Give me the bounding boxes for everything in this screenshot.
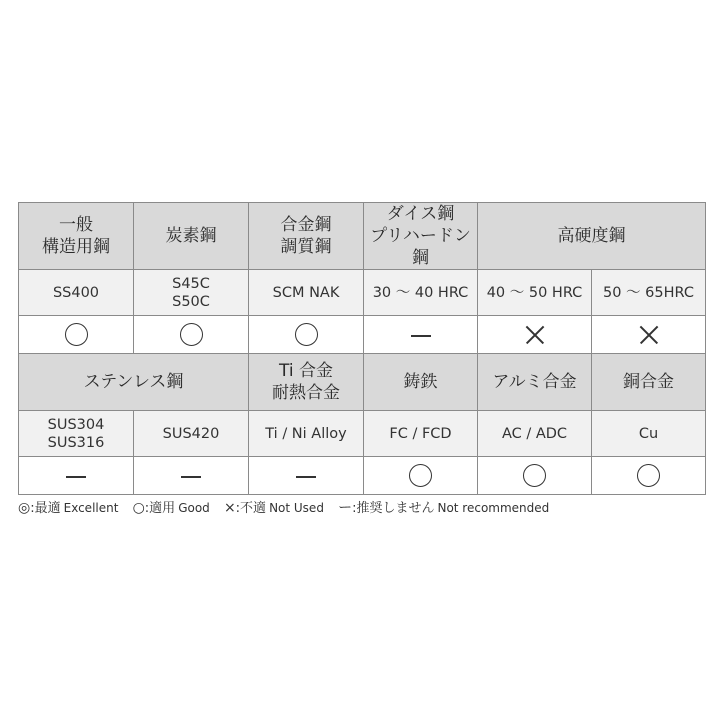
material-cell [19, 270, 134, 316]
material-cell [478, 411, 592, 457]
circle-icon: ○ [132, 500, 145, 516]
material-compatibility-table [18, 202, 706, 495]
header-text: 構造用鋼 [42, 237, 110, 257]
header-text: 炭素鋼 [165, 226, 217, 246]
rating-row-1 [19, 316, 706, 354]
header-text: 高硬度鋼 [557, 226, 626, 246]
material-cell [19, 411, 134, 457]
double-circle-icon: ◎ [18, 500, 31, 516]
legend-en: Not recommended [437, 501, 550, 515]
material-text: AC / ADC [501, 425, 568, 442]
rating-cell [134, 316, 249, 354]
header-stainless-steel [19, 354, 249, 411]
material-cell [249, 411, 364, 457]
header-die-steel [364, 203, 478, 270]
rating-legend [18, 497, 708, 517]
legend-jp: :不適 [235, 501, 267, 516]
not-recommended-dash-icon [296, 476, 316, 478]
header-text: Ti 合金 [279, 361, 333, 381]
material-cell [249, 270, 364, 316]
header-high-hardness-steel [478, 203, 706, 270]
rating-cell [478, 316, 592, 354]
material-cell [592, 270, 706, 316]
rating-cell [134, 457, 249, 495]
header-text: 銅合金 [623, 372, 674, 392]
header-text: プリハードン鋼 [370, 226, 471, 268]
legend-jp: :最適 [30, 501, 61, 516]
material-text: S50C [172, 293, 210, 310]
material-text: S45C [172, 275, 210, 292]
header-aluminum-alloy [478, 354, 592, 411]
material-text: 50 ～ 65HRC [602, 284, 694, 301]
rating-row-2 [19, 457, 706, 495]
material-cell [478, 270, 592, 316]
material-text: SUS316 [47, 434, 105, 451]
material-row-2 [19, 411, 706, 457]
dash-icon: ー [338, 500, 353, 516]
good-circle-icon [65, 323, 88, 346]
rating-cell [19, 316, 134, 354]
material-cell [364, 270, 478, 316]
material-text: FC / FCD [389, 425, 452, 442]
material-text: SCM NAK [272, 284, 340, 301]
not-used-cross-icon [639, 325, 659, 345]
cross-icon: × [223, 500, 236, 516]
material-text: SUS304 [47, 416, 105, 433]
legend-jp: :推奨しません [352, 501, 435, 516]
header-text: 鋳鉄 [403, 372, 438, 392]
material-text: SS400 [52, 284, 100, 301]
material-cell [364, 411, 478, 457]
header-row-2 [19, 354, 706, 411]
not-recommended-dash-icon [411, 335, 431, 337]
rating-cell [592, 316, 706, 354]
header-alloy-steel [249, 203, 364, 270]
not-recommended-dash-icon [66, 476, 86, 478]
header-text: 合金鋼 [280, 215, 332, 235]
header-general-structural-steel [19, 203, 134, 270]
compatibility-table-container [18, 202, 705, 495]
material-text: Ti / Ni Alloy [265, 425, 347, 442]
rating-cell [19, 457, 134, 495]
header-text: 一般 [59, 215, 93, 235]
good-circle-icon [180, 323, 203, 346]
good-circle-icon [295, 323, 318, 346]
not-recommended-dash-icon [181, 476, 201, 478]
material-cell [134, 270, 249, 316]
header-cast-iron [364, 354, 478, 411]
legend-en: Good [178, 501, 210, 515]
legend-en: Excellent [63, 501, 119, 515]
header-row-1 [19, 203, 706, 270]
legend-en: Not Used [269, 501, 324, 515]
material-row-1 [19, 270, 706, 316]
header-ti-alloy [249, 354, 364, 411]
rating-cell [249, 316, 364, 354]
material-text: SUS420 [162, 425, 220, 442]
rating-cell [478, 457, 592, 495]
header-text: 調質鋼 [280, 237, 332, 257]
header-text: ダイス鋼 [386, 204, 455, 224]
legend-not-recommended [338, 501, 549, 516]
good-circle-icon [409, 464, 432, 487]
legend-good [133, 501, 214, 516]
good-circle-icon [637, 464, 660, 487]
good-circle-icon [523, 464, 546, 487]
header-text: ステンレス鋼 [83, 372, 184, 392]
legend-excellent [18, 501, 123, 516]
rating-cell [364, 316, 478, 354]
header-text: アルミ合金 [492, 372, 577, 392]
material-text: 40 ～ 50 HRC [486, 284, 583, 301]
rating-cell [364, 457, 478, 495]
material-cell [134, 411, 249, 457]
header-text: 耐熱合金 [272, 383, 340, 403]
legend-not-used [224, 501, 328, 516]
rating-cell [249, 457, 364, 495]
not-used-cross-icon [525, 325, 545, 345]
rating-cell [592, 457, 706, 495]
material-text: 30 ～ 40 HRC [372, 284, 469, 301]
legend-jp: :適用 [144, 501, 176, 516]
material-text: Cu [638, 425, 659, 442]
header-copper-alloy [592, 354, 706, 411]
material-cell [592, 411, 706, 457]
header-carbon-steel [134, 203, 249, 270]
